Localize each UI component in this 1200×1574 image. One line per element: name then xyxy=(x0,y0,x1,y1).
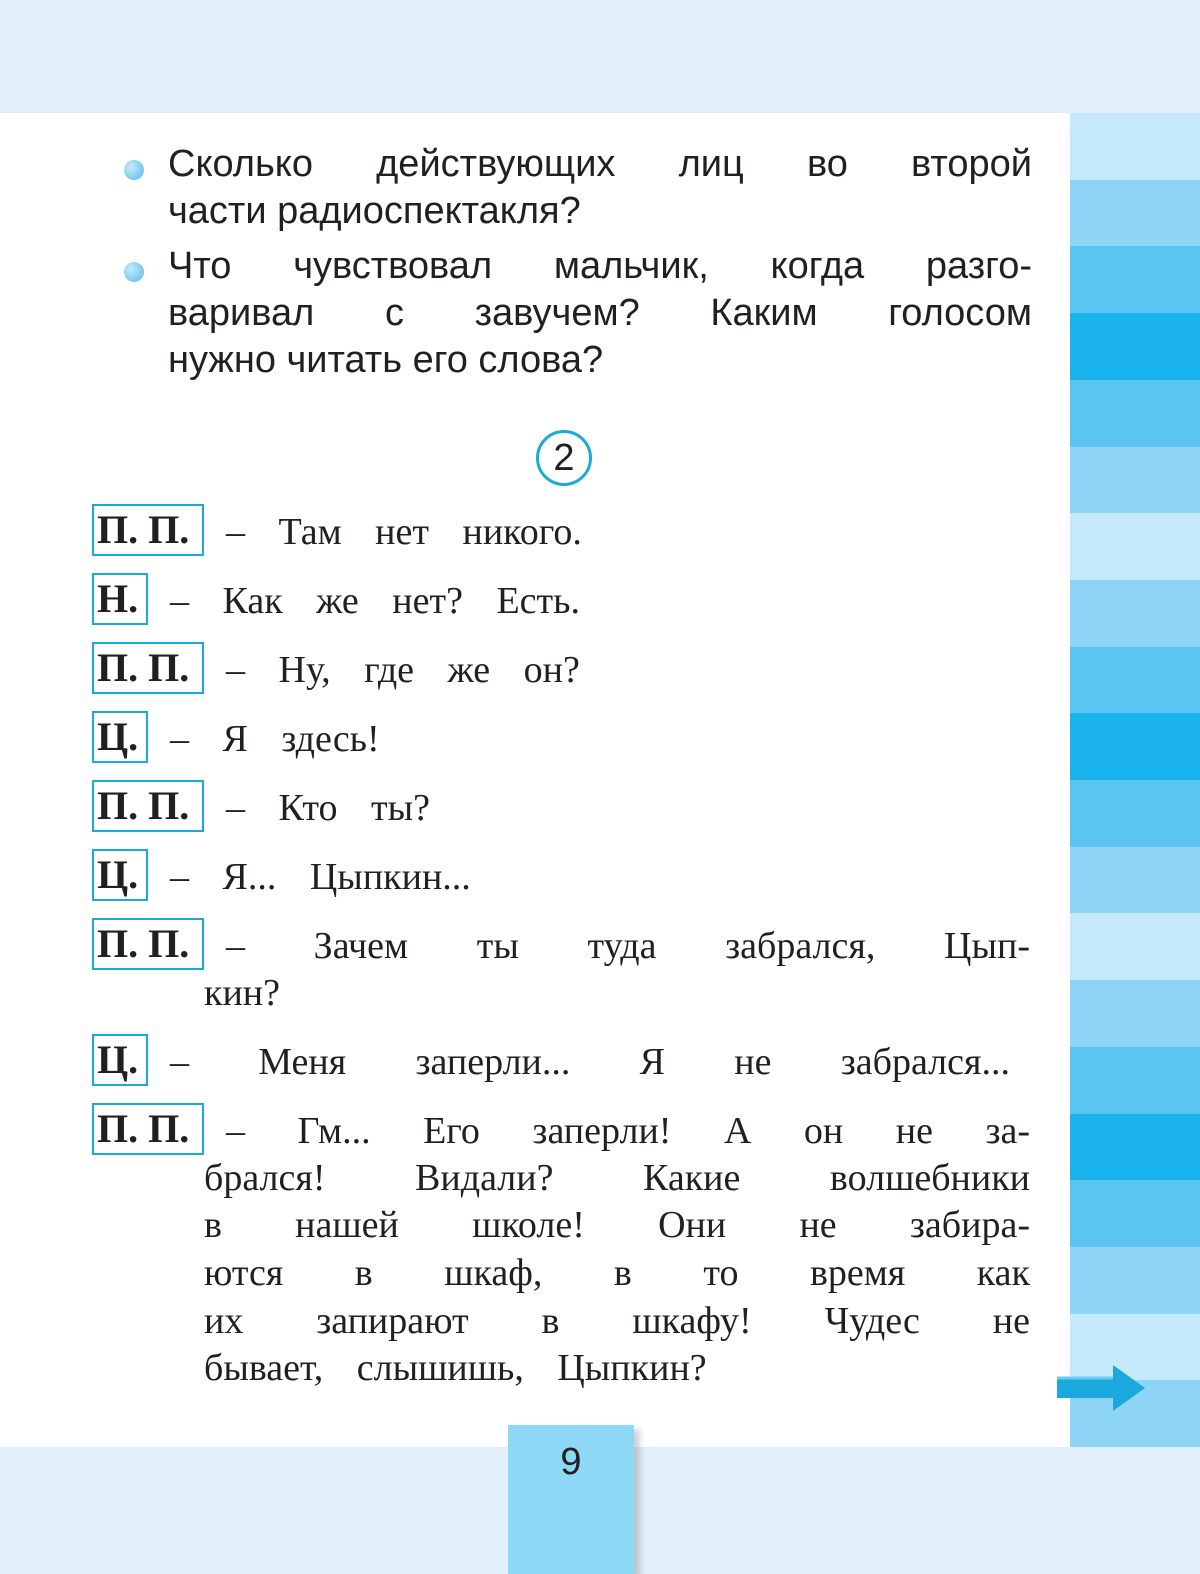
speaker-label: П. П. xyxy=(92,1103,204,1155)
dialogue-line: – Ну, где же он? xyxy=(226,649,580,691)
side-stripe xyxy=(1070,580,1200,647)
side-stripe xyxy=(1070,913,1200,980)
dialogue-line: – Там нет никого. xyxy=(226,511,582,553)
side-stripe xyxy=(1070,1180,1200,1247)
dialogue-line: их запирают в шкафу! Чудес не xyxy=(204,1300,1030,1342)
side-stripe xyxy=(1070,313,1200,380)
speaker-label: Ц. xyxy=(92,1034,148,1086)
part-number-badge: 2 xyxy=(536,430,592,486)
dialogue-line: – Гм... Его заперли! А он не за- xyxy=(226,1110,1030,1152)
dialogue-line: – Как же нет? Есть. xyxy=(170,580,580,622)
side-stripe xyxy=(1070,980,1200,1047)
side-stripe xyxy=(1070,780,1200,847)
side-stripe xyxy=(1070,180,1200,247)
side-stripe xyxy=(1070,246,1200,313)
side-stripe xyxy=(1070,513,1200,580)
circle-bullet-icon xyxy=(124,262,144,282)
arrow-right-icon[interactable] xyxy=(1055,1362,1147,1414)
dialogue-line: – Зачем ты туда забрался, Цып- xyxy=(226,925,1030,967)
dialogue-line: – Кто ты? xyxy=(226,787,431,829)
top-band xyxy=(0,0,1200,113)
speaker-label: П. П. xyxy=(92,642,204,694)
speaker-label: П. П. xyxy=(92,918,204,970)
speaker-label: П. П. xyxy=(92,780,204,832)
circle-bullet-icon xyxy=(124,160,144,180)
side-stripe xyxy=(1070,1047,1200,1114)
dialogue-line: кин? xyxy=(204,972,280,1014)
side-stripe xyxy=(1070,447,1200,514)
speaker-label: Н. xyxy=(92,573,148,625)
side-stripe xyxy=(1070,1247,1200,1314)
question-line: нужно читать его слова? xyxy=(168,339,604,381)
dialogue-line: – Меня заперли... Я не забрался... xyxy=(170,1041,1010,1083)
question-1 xyxy=(120,140,1040,240)
question-2 xyxy=(120,242,1040,392)
side-stripe xyxy=(1070,113,1200,180)
question-line: части радиоспектакля? xyxy=(168,190,581,232)
speaker-label: П. П. xyxy=(92,504,204,556)
dialogue-line: в нашей школе! Они не забира- xyxy=(204,1204,1030,1246)
side-stripe xyxy=(1070,1114,1200,1181)
side-stripe xyxy=(1070,713,1200,780)
dialogue-line: бывает, слышишь, Цыпкин? xyxy=(204,1347,707,1389)
question-line: Что чувствовал мальчик, когда разго- xyxy=(168,245,1032,287)
question-line: Сколько действующих лиц во второй xyxy=(168,143,1032,185)
side-stripe xyxy=(1070,847,1200,914)
side-stripe xyxy=(1070,647,1200,714)
side-stripes xyxy=(1070,113,1200,1447)
side-stripe xyxy=(1070,380,1200,447)
speaker-label: Ц. xyxy=(92,849,148,901)
page-number: 9 xyxy=(560,1441,582,1483)
dialogue-line: брался! Видали? Какие волшебники xyxy=(204,1157,1030,1199)
page-number-box xyxy=(508,1425,634,1574)
dialogue-line: ются в шкаф, в то время как xyxy=(204,1252,1030,1294)
question-line: варивал с завучем? Каким голосом xyxy=(168,292,1032,334)
speaker-label: Ц. xyxy=(92,711,148,763)
dialogue-line: – Я здесь! xyxy=(170,718,380,760)
dialogue-line: – Я... Цыпкин... xyxy=(170,856,471,898)
